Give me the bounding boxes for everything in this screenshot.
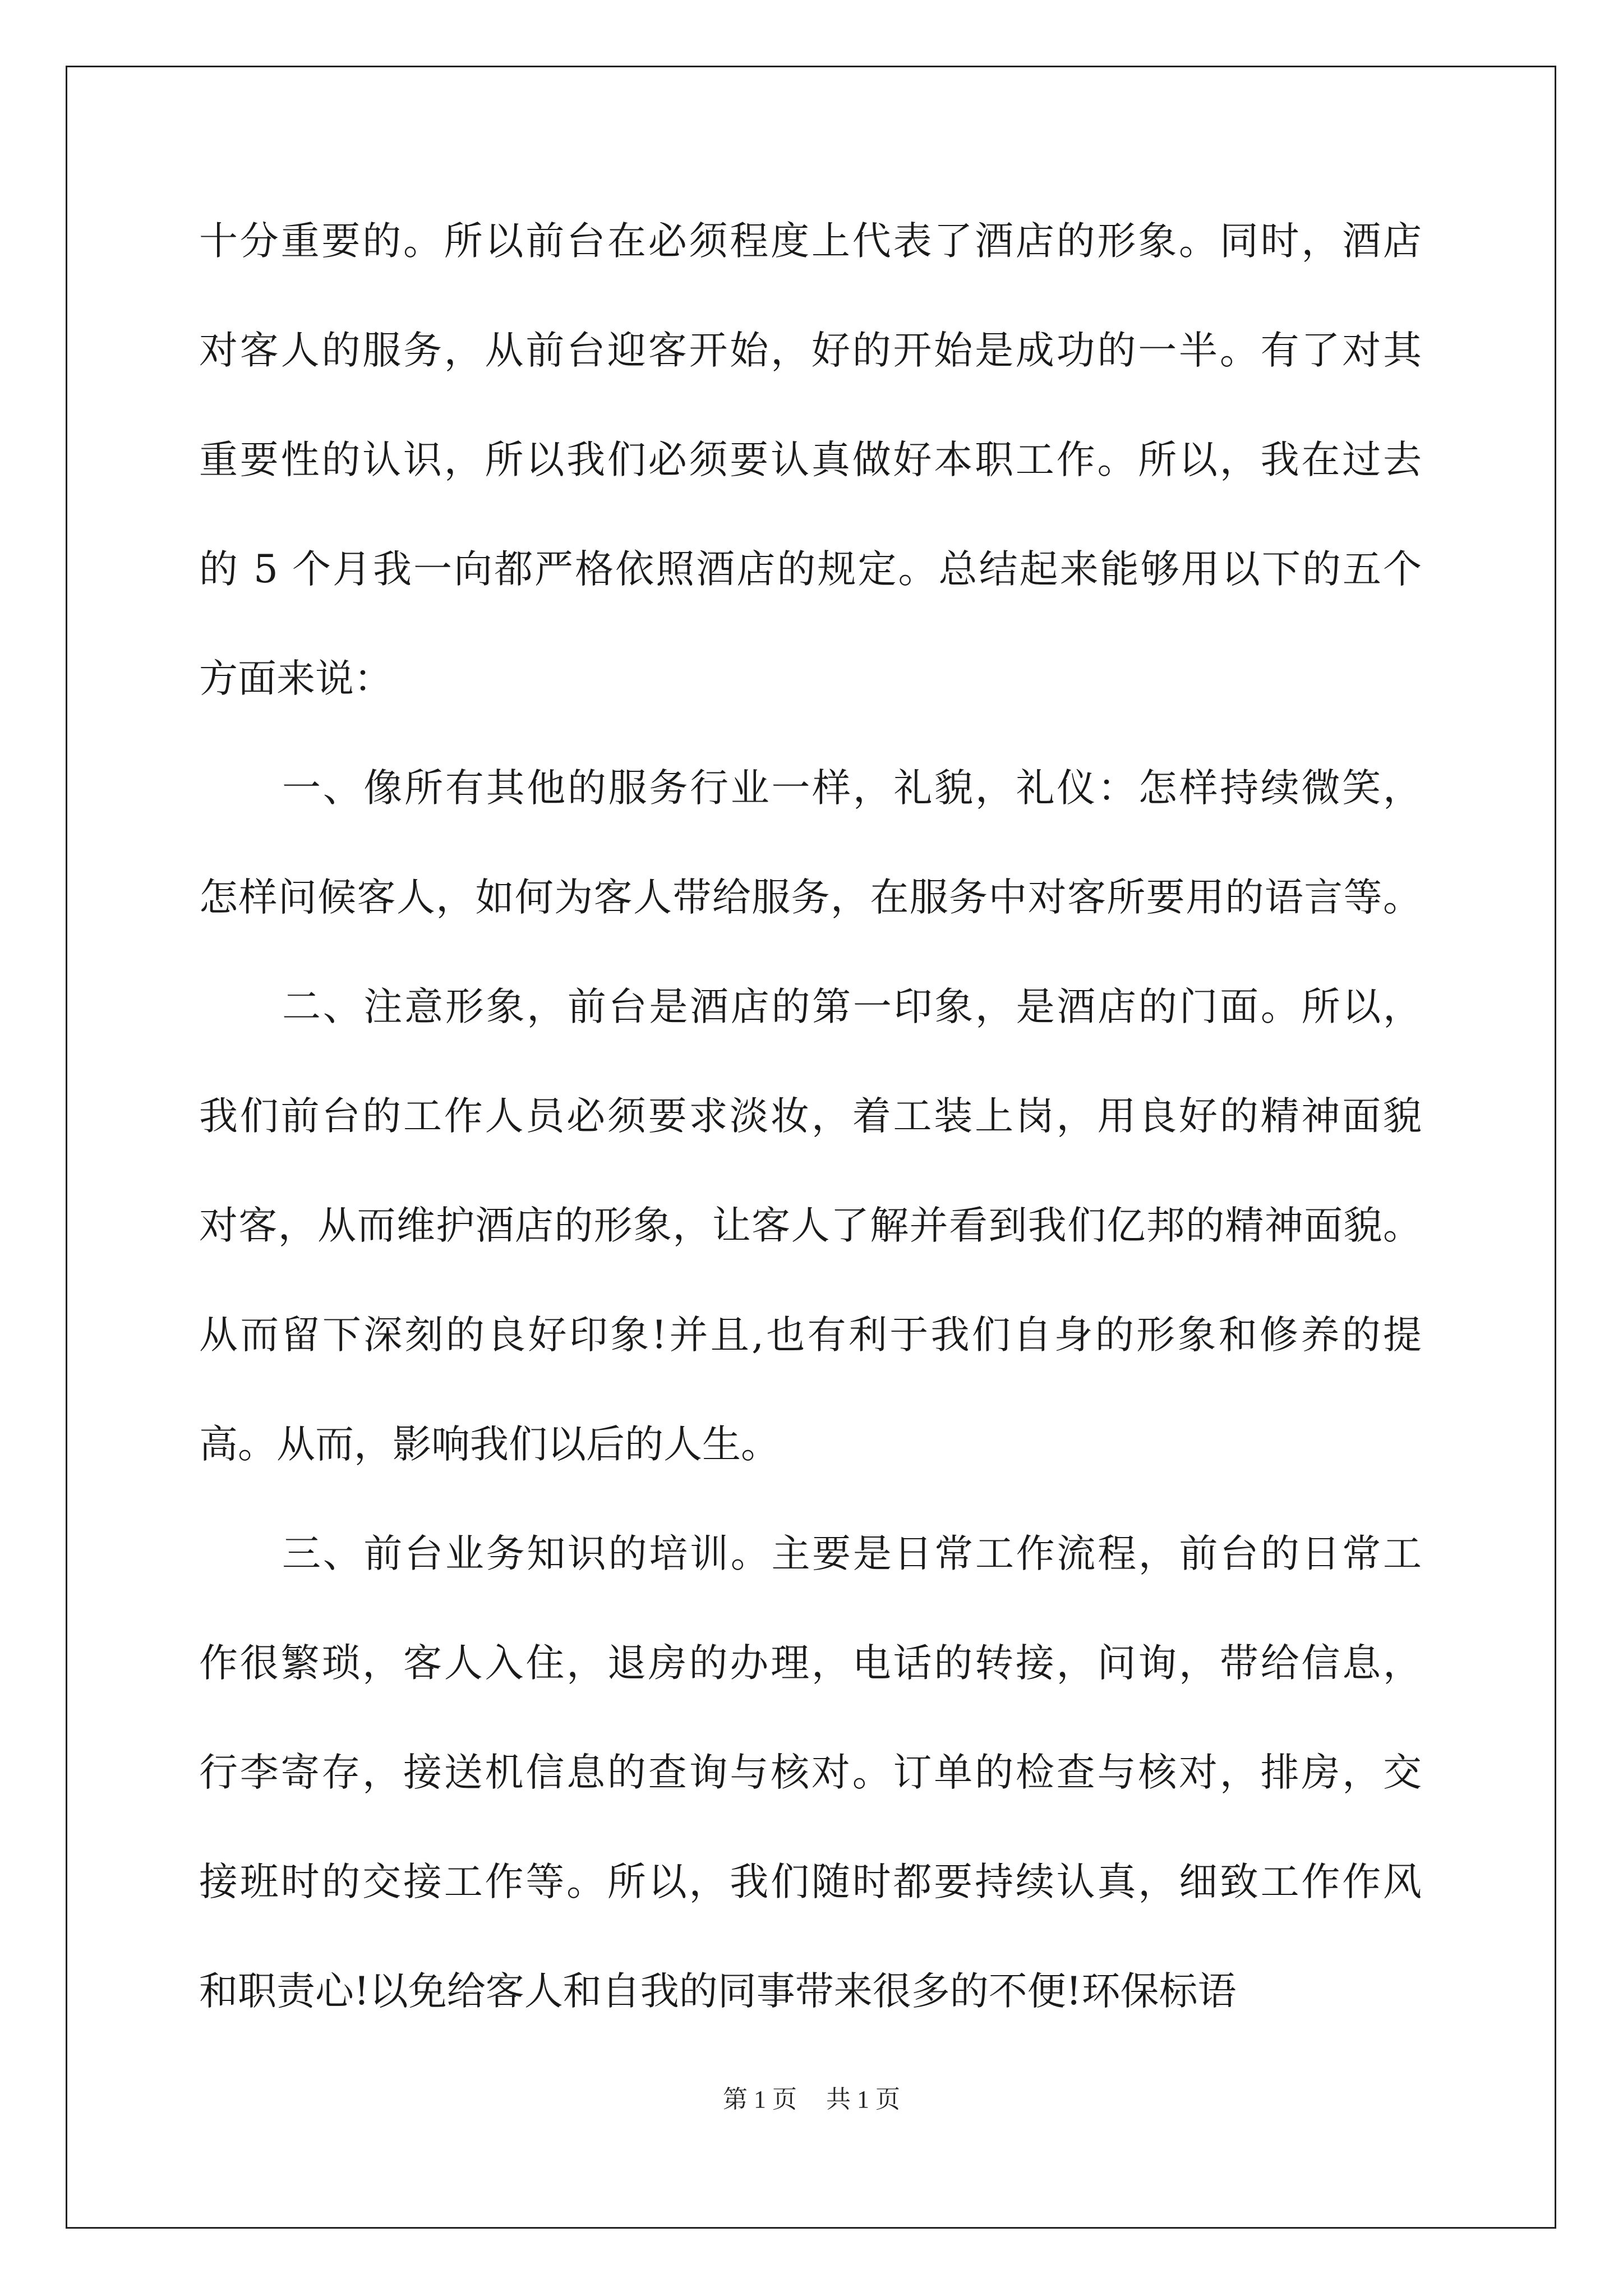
text-line: 行李寄存，接送机信息的查询与核对。订单的检查与核对，排房，交 xyxy=(199,1750,1422,1795)
page-total: 共 1 页 xyxy=(826,2086,900,2113)
text-line: 和职责心!以免给客人和自我的同事带来很多的不便!环保标语 xyxy=(199,1969,1237,2014)
text-line: 十分重要的。所以前台在必须程度上代表了酒店的形象。同时，酒店 xyxy=(199,219,1422,264)
text-line: 怎样问候客人，如何为客人带给服务，在服务中对客所要用的语言等。 xyxy=(199,875,1422,920)
text-line: 方面来说： xyxy=(199,656,393,701)
paragraph-first-line: 三、前台业务知识的培训。主要是日常工作流程，前台的日常工 xyxy=(282,1531,1422,1576)
page-number: 第 1 页 xyxy=(723,2086,797,2113)
text-line: 对客，从而维护酒店的形象，让客人了解并看到我们亿邦的精神面貌。 xyxy=(199,1203,1422,1248)
text-line: 重要性的认识，所以我们必须要认真做好本职工作。所以，我在过去 xyxy=(199,438,1422,482)
text-line: 从而留下深刻的良好印象!并且,也有利于我们自身的形象和修养的提 xyxy=(199,1313,1422,1358)
document-body xyxy=(199,208,1422,2067)
paragraph-first-line: 一、像所有其他的服务行业一样，礼貌，礼仪：怎样持续微笑， xyxy=(282,766,1422,811)
paragraph-first-line: 二、注意形象，前台是酒店的第一印象，是酒店的门面。所以， xyxy=(282,984,1422,1029)
text-line: 高。从而，影响我们以后的人生。 xyxy=(199,1422,780,1467)
text-line: 的 5 个月我一向都严格依照酒店的规定。总结起来能够用以下的五个 xyxy=(199,547,1422,592)
text-line: 作很繁琐，客人入住，退房的办理，电话的转接，问询，带给信息， xyxy=(199,1641,1422,1686)
text-line: 接班时的交接工作等。所以，我们随时都要持续认真，细致工作作风 xyxy=(199,1860,1422,1904)
page-footer xyxy=(0,2083,1623,2116)
text-line: 我们前台的工作人员必须要求淡妆，着工装上岗，用良好的精神面貌 xyxy=(199,1094,1422,1139)
text-line: 对客人的服务，从前台迎客开始，好的开始是成功的一半。有了对其 xyxy=(199,328,1422,373)
